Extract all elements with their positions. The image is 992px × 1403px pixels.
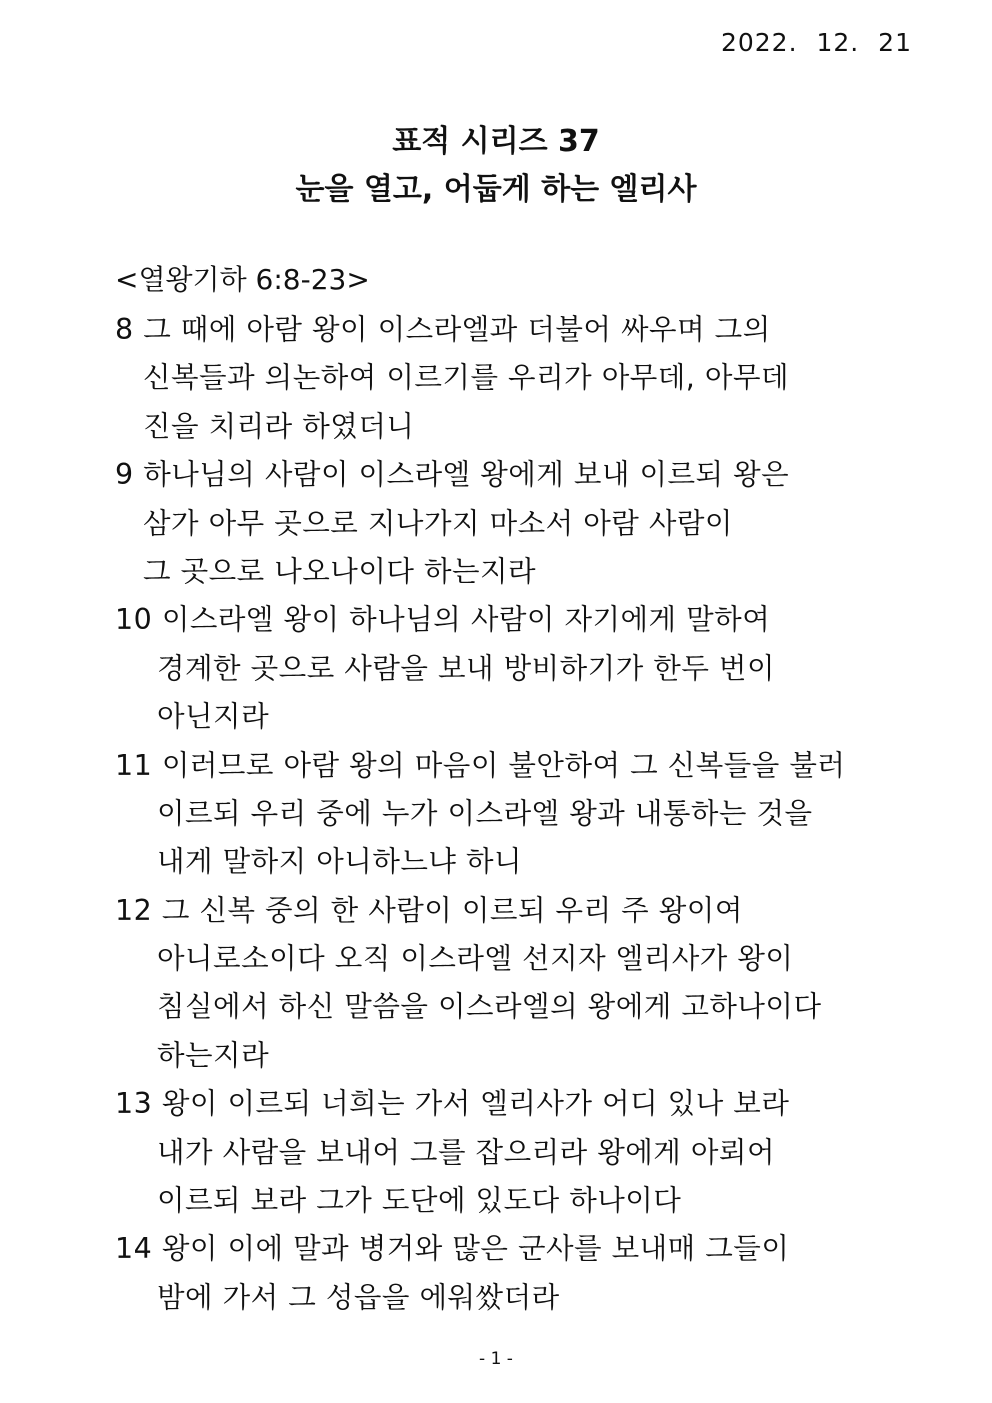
verse-line: 이르되 우리 중에 누가 이스라엘 왕과 내통하는 것을 xyxy=(157,796,813,830)
verse-list xyxy=(115,308,915,1324)
verse-line: 침실에서 하신 말씀을 이스라엘의 왕에게 고하나이다 xyxy=(157,990,822,1024)
verse-line: 8 그 때에 아람 왕이 이스라엘과 더불어 싸우며 그의 xyxy=(115,313,771,346)
verse-13 xyxy=(115,1082,915,1227)
verse-line: 삼가 아무 곳으로 지나가지 마소서 아람 사람이 xyxy=(143,506,733,540)
verse-10 xyxy=(115,598,915,743)
verse-line: 그 곳으로 나오나이다 하는지라 xyxy=(143,554,537,588)
verse-line: 내가 사람을 보내어 그를 잡으리라 왕에게 아뢰어 xyxy=(157,1135,775,1169)
verse-line: 아니로소이다 오직 이스라엘 선지자 엘리사가 왕이 xyxy=(157,942,794,976)
verse-14 xyxy=(115,1227,915,1324)
date: 2022. 12. 21 xyxy=(720,28,912,57)
verse-line: 경계한 곳으로 사람을 보내 방비하기가 한두 번이 xyxy=(157,651,775,685)
verse-11 xyxy=(115,744,915,889)
verse-line: 10 이스라엘 왕이 하나님의 사람이 자기에게 말하여 xyxy=(115,603,771,637)
verse-line: 하는지라 xyxy=(157,1038,270,1072)
page-number: - 1 - xyxy=(479,1349,513,1369)
verse-line: 내게 말하지 아니하느냐 하니 xyxy=(157,845,523,879)
verse-8 xyxy=(115,308,915,453)
scripture-reference: <열왕기하 6:8-23> xyxy=(115,263,370,296)
verse-line: 13 왕이 이르되 너희는 가서 엘리사가 어디 있나 보라 xyxy=(115,1087,790,1121)
verse-line: 신복들과 의논하여 이르기를 우리가 아무데, 아무데 xyxy=(143,361,790,395)
verse-line: 12 그 신복 중의 한 사람이 이르되 우리 주 왕이여 xyxy=(115,893,743,927)
verse-line: 11 이러므로 아람 왕의 마음이 불안하여 그 신복들을 불러 xyxy=(115,748,846,782)
verse-line: 아닌지라 xyxy=(157,700,270,734)
verse-line: 14 왕이 이에 말과 병거와 많은 군사를 보내매 그들이 xyxy=(115,1232,790,1266)
verse-9 xyxy=(115,453,915,598)
verse-line: 진을 치리라 하였더니 xyxy=(143,409,415,443)
verse-line: 밤에 가서 그 성읍을 에워쌌더라 xyxy=(157,1280,560,1314)
page-title: 표적 시리즈 37 xyxy=(392,124,600,159)
verse-line: 이르되 보라 그가 도단에 있도다 하나이다 xyxy=(157,1184,682,1218)
verse-12 xyxy=(115,889,915,1083)
page-subtitle: 눈을 열고, 어둡게 하는 엘리사 xyxy=(295,172,697,207)
verse-line: 9 하나님의 사람이 이스라엘 왕에게 보내 이르되 왕은 xyxy=(115,458,790,492)
